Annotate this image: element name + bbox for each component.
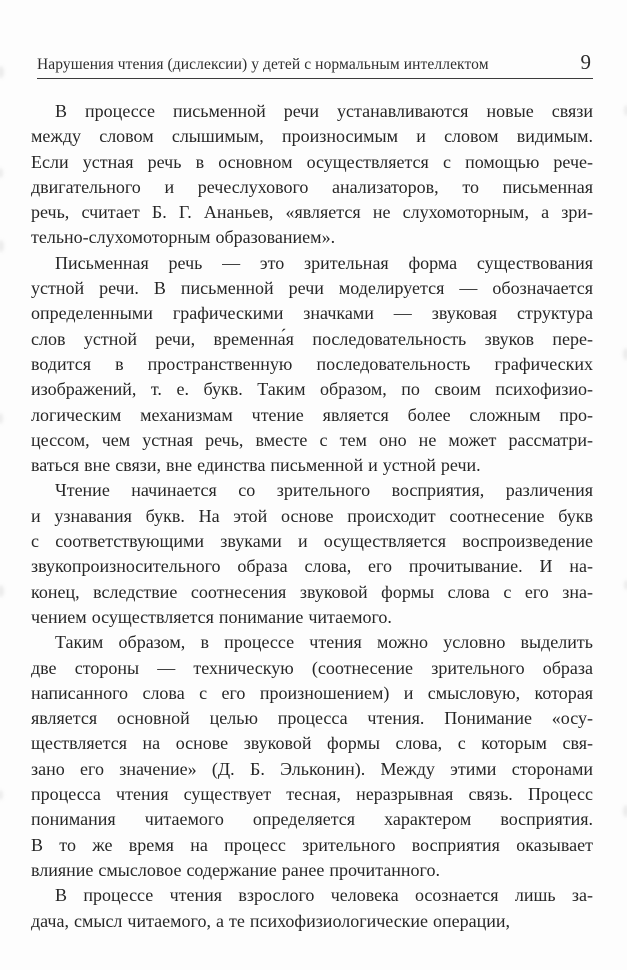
text-line: определенными графическими значками — звуковая структура — [31, 303, 593, 324]
text-line: является основной целью процесса чтения. Понимание «осу- — [31, 708, 593, 729]
paragraph — [31, 251, 593, 479]
text-line: дача, смысл читаемого, а те психофизиологические операции, — [31, 910, 511, 931]
text-line: логическим механизмам чтение является более сложным про- — [31, 404, 593, 425]
text-line: и узнавания букв. На этой основе происходит соотнесение букв — [31, 505, 593, 526]
running-title: Нарушения чтения (дислексии) у детей с нормальным интеллектом — [37, 55, 489, 73]
paragraph — [31, 478, 593, 630]
text-line: процесса чтения существует тесная, неразрывная связь. Процесс — [31, 784, 593, 805]
text-line: тельно-слухомоторным образованием». — [31, 227, 336, 248]
page-body — [31, 99, 593, 934]
scan-artifact — [623, 348, 627, 360]
text-line: с соответствующими звуками и осуществляется воспроизведение — [31, 531, 593, 552]
text-line: понимания читаемого определяется характером восприятия. — [31, 809, 593, 830]
scan-artifact — [623, 805, 627, 817]
running-header — [37, 52, 593, 79]
text-line: двигательного и речеслухового анализаторов, то письменная — [31, 176, 593, 197]
text-line: между словом слышимым, произносимым и словом видимым. — [31, 126, 593, 147]
text-line: речь, считает Б. Г. Ананьев, «является не слухомоторным, а зри- — [31, 202, 593, 223]
text-line: зано его значение» (Д. Б. Эльконин). Между этими сторонами — [31, 758, 593, 779]
text-line: чением осуществляется понимание читаемого. — [31, 606, 392, 627]
scan-artifact — [0, 585, 4, 597]
text-line: слов устной речи, временна́я последовательность звуков пере- — [31, 328, 593, 349]
scan-artifact — [0, 66, 4, 78]
text-line: две стороны — техническую (соотнесение зрительного образа — [31, 657, 593, 678]
paragraph — [31, 99, 593, 251]
scan-artifact — [0, 790, 3, 800]
paragraph — [31, 630, 593, 883]
scan-artifact — [0, 168, 3, 178]
scan-artifact — [0, 240, 4, 252]
text-line: цессом, чем устная речь, вместе с тем оно не может рассматри- — [31, 429, 593, 450]
text-line: В процессе чтения взрослого человека осознается лишь за- — [55, 885, 593, 906]
text-line: устной речи. В письменной речи моделируется — обозначается — [31, 278, 593, 299]
text-line: Чтение начинается со зрительного восприятия, различения — [55, 480, 593, 501]
text-line: В процессе письменной речи устанавливаются новые связи — [55, 101, 593, 121]
text-line: ваться вне связи, вне единства письменной и устной речи. — [31, 455, 481, 476]
text-line: В то же время на процесс зрительного восприятия оказывает — [31, 834, 593, 855]
paragraph — [31, 883, 593, 934]
text-line: водится в пространственную последовательность графических — [31, 353, 593, 374]
text-line: написанного слова с его произношением) и смысловую, которая — [31, 682, 593, 703]
text-line: Письменная речь — это зрительная форма существования — [55, 252, 593, 273]
text-line: влияние смысловое содержание ранее прочитанного. — [31, 859, 440, 880]
text-line: конец, вследствие соотнесения звуковой формы слова с его зна- — [31, 581, 593, 602]
text-line: Если устная речь в основном осуществляется с помощью рече- — [31, 151, 593, 172]
text-line: изображений, т. е. букв. Таким образом, по своим психофизио- — [31, 379, 593, 400]
text-line: звукопроизносительного образа слова, его прочитывание. И на- — [31, 556, 593, 577]
page-number: 9 — [580, 50, 591, 74]
text-line: ществляется на основе звуковой формы слова, с которым свя- — [31, 733, 593, 754]
text-line: Таким образом, в процессе чтения можно условно выделить — [55, 632, 593, 653]
scan-artifact — [0, 413, 3, 424]
